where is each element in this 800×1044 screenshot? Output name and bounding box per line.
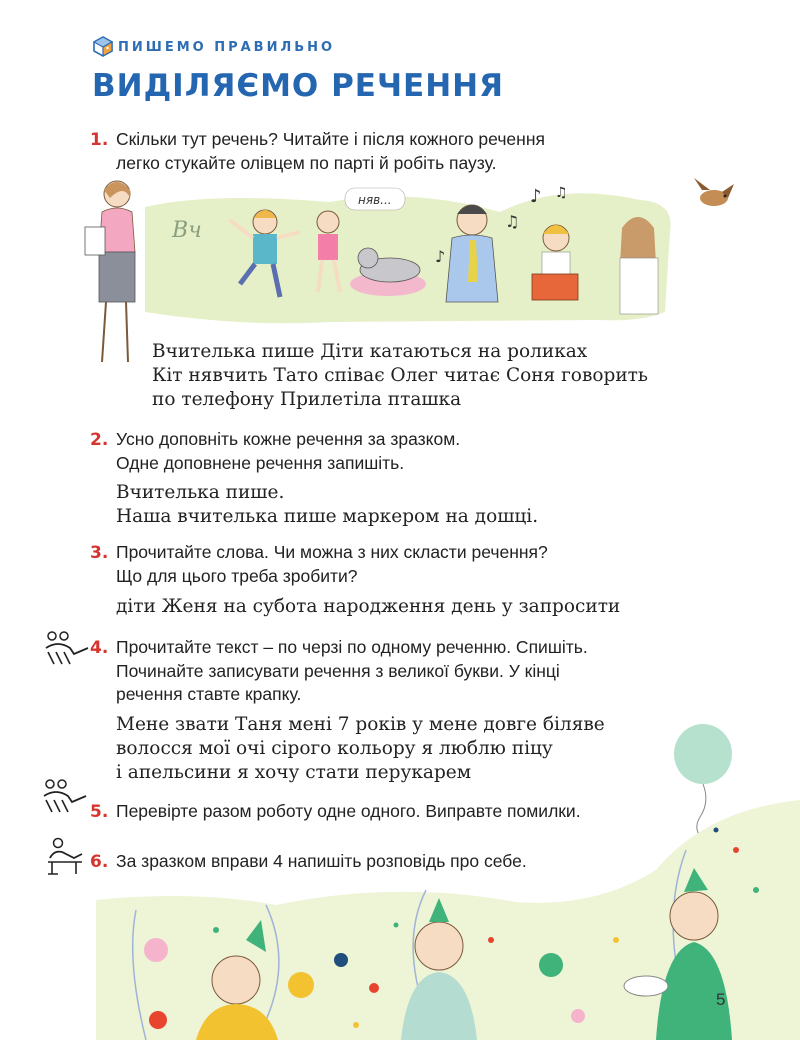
task-instruction: легко стукайте олівцем по парті й робіть паузу. [116, 153, 497, 173]
task-instruction: Скільки тут речень? Читайте і після кожного речення [116, 129, 545, 149]
page-title: ВИДІЛЯЄМО РЕЧЕННЯ [92, 68, 504, 104]
task-3 [90, 541, 710, 588]
bird-figure [694, 178, 734, 206]
board-handwriting: Вч [172, 218, 202, 243]
task-number: 5. [90, 802, 109, 822]
music-note-icon: ♫ [555, 185, 568, 201]
example-line: Наша вчителька пише маркером на дошці. [116, 506, 539, 527]
task-number: 3. [90, 543, 109, 563]
task-1-example [152, 340, 648, 412]
music-note-icon: ♫ [505, 212, 520, 231]
book-icon [92, 35, 114, 57]
section-kicker: ПИШЕМО ПРАВИЛЬНО [118, 40, 336, 55]
example-line: Вчителька пише. [116, 482, 285, 503]
party-illustration [96, 790, 800, 1040]
individual-work-icon [44, 836, 86, 878]
example-line: Мене звати Таня мені 7 років у мене довге біляве [116, 714, 605, 735]
task-instruction: Одне доповнене речення запишіть. [116, 453, 405, 473]
pair-work-icon [42, 778, 88, 818]
task-instruction: За зразком вправи 4 напишіть розповідь про себе. [116, 851, 527, 871]
task-instruction: Прочитайте текст – по черзі по одному реченню. Спишіть. [116, 637, 588, 657]
example-line: по телефону Прилетіла пташка [152, 389, 462, 410]
task-number: 1. [90, 130, 109, 150]
task-instruction: Починайте записувати речення з великої букви. У кінці [116, 661, 560, 681]
task-4-example [116, 713, 605, 785]
task-instruction: Перевірте разом роботу одне одного. Виправте помилки. [116, 801, 581, 821]
task-number: 2. [90, 430, 109, 450]
task-number: 6. [90, 852, 109, 872]
example-line: і апельсини я хочу стати перукарем [116, 762, 472, 783]
example-line: Кіт нявчить Тато співає Олег читає Соня говорить [152, 365, 648, 386]
pair-work-icon [44, 630, 90, 670]
example-line: волосся мої очі сірого кольору я люблю піцу [116, 738, 553, 759]
speech-bubble-text: няв... [358, 193, 392, 207]
example-line: діти Женя на субота народження день у запросити [116, 596, 621, 617]
task-instruction: Усно доповніть кожне речення за зразком. [116, 429, 461, 449]
teacher-figure [85, 181, 135, 362]
task-2-example [116, 481, 538, 529]
task-1 [90, 128, 710, 175]
task-4 [90, 636, 710, 706]
example-line: Вчителька пише Діти катаються на роликах [152, 341, 588, 362]
task-instruction: Що для цього треба зробити? [116, 566, 358, 586]
task-instruction: Прочитайте слова. Чи можна з них скласти речення? [116, 542, 548, 562]
phone-girl-figure [620, 217, 658, 314]
music-note-icon: ♪ [530, 186, 542, 207]
task-3-example [116, 595, 620, 619]
task-2 [90, 428, 710, 475]
music-note-icon: ♪ [435, 247, 446, 266]
task-instruction: речення ставте крапку. [116, 684, 302, 704]
task-number: 4. [90, 638, 109, 658]
page-number: 5 [716, 990, 726, 1009]
